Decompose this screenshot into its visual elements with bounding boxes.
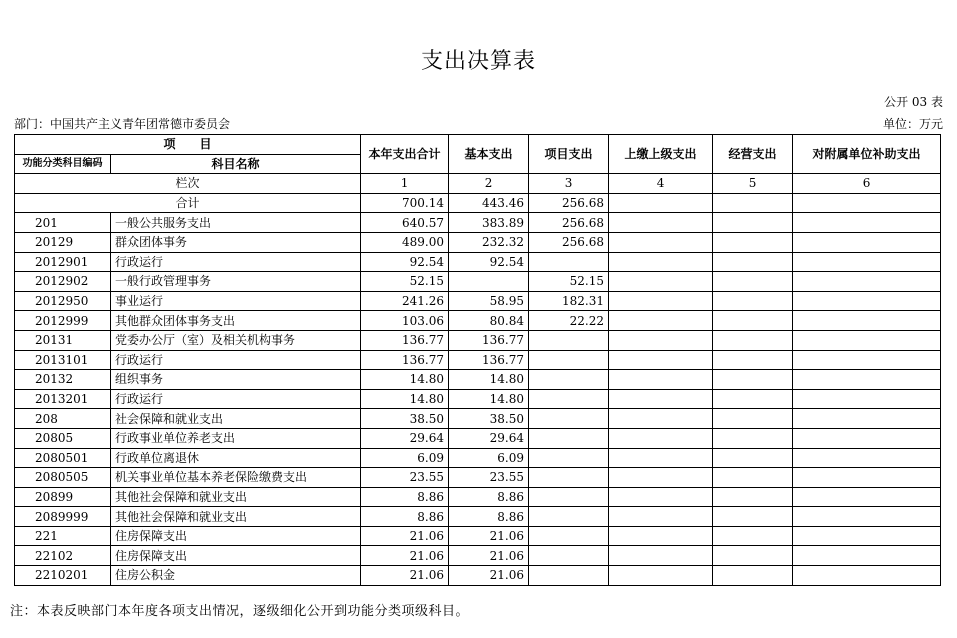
row-value: 383.89 — [449, 213, 529, 233]
row-value: 136.77 — [361, 350, 449, 370]
row-value — [609, 428, 713, 448]
total-value — [793, 193, 941, 213]
row-value: 29.64 — [449, 428, 529, 448]
row-code: 20129 — [15, 232, 111, 252]
row-value: 21.06 — [361, 566, 449, 586]
row-value — [609, 526, 713, 546]
row-value — [609, 507, 713, 527]
column-label: 栏次 — [15, 174, 361, 194]
row-value — [793, 566, 941, 586]
column-number: 4 — [609, 174, 713, 194]
row-value — [793, 232, 941, 252]
row-value — [793, 409, 941, 429]
row-name: 机关事业单位基本养老保险缴费支出 — [111, 468, 361, 488]
row-value: 21.06 — [449, 526, 529, 546]
row-value: 92.54 — [361, 252, 449, 272]
row-value — [609, 448, 713, 468]
table-row — [15, 252, 941, 272]
total-value — [713, 193, 793, 213]
row-value: 14.80 — [449, 389, 529, 409]
table-row — [15, 448, 941, 468]
row-value — [609, 291, 713, 311]
row-name: 一般行政管理事务 — [111, 272, 361, 292]
row-value — [793, 507, 941, 527]
row-value — [713, 428, 793, 448]
row-code: 201 — [15, 213, 111, 233]
row-value — [713, 389, 793, 409]
table-row — [15, 526, 941, 546]
page-title: 支出决算表 — [420, 49, 536, 74]
row-value: 256.68 — [529, 213, 609, 233]
row-value — [609, 272, 713, 292]
row-value — [529, 370, 609, 390]
row-code: 2012950 — [15, 291, 111, 311]
row-value: 14.80 — [361, 370, 449, 390]
total-value — [609, 193, 713, 213]
row-value — [793, 428, 941, 448]
row-value — [713, 252, 793, 272]
row-code: 2210201 — [15, 566, 111, 586]
row-value: 92.54 — [449, 252, 529, 272]
row-value — [609, 252, 713, 272]
total-value: 443.46 — [449, 193, 529, 213]
row-value — [713, 291, 793, 311]
row-value — [529, 330, 609, 350]
row-value — [713, 487, 793, 507]
row-value: 14.80 — [361, 389, 449, 409]
table-row — [15, 409, 941, 429]
row-value — [609, 487, 713, 507]
row-value: 8.86 — [449, 507, 529, 527]
header-total: 本年支出合计 — [361, 135, 449, 174]
row-value: 489.00 — [361, 232, 449, 252]
row-name: 其他社会保障和就业支出 — [111, 507, 361, 527]
row-value — [529, 526, 609, 546]
row-value: 8.86 — [361, 487, 449, 507]
table-row — [15, 330, 941, 350]
row-value — [713, 468, 793, 488]
row-value — [793, 448, 941, 468]
table-row — [15, 566, 941, 586]
row-value — [449, 272, 529, 292]
row-value: 38.50 — [449, 409, 529, 429]
header-project-exp: 项目支出 — [529, 135, 609, 174]
row-code: 2013101 — [15, 350, 111, 370]
total-label: 合计 — [15, 193, 361, 213]
row-value — [529, 546, 609, 566]
row-name: 住房保障支出 — [111, 546, 361, 566]
header-business: 经营支出 — [713, 135, 793, 174]
row-value — [713, 566, 793, 586]
row-name: 党委办公厅（室）及相关机构事务 — [111, 330, 361, 350]
row-value: 22.22 — [529, 311, 609, 331]
row-name: 社会保障和就业支出 — [111, 409, 361, 429]
header-subsidy: 对附属单位补助支出 — [793, 135, 941, 174]
row-value: 256.68 — [529, 232, 609, 252]
row-value: 21.06 — [449, 566, 529, 586]
row-value — [529, 389, 609, 409]
row-value: 52.15 — [529, 272, 609, 292]
total-row — [15, 193, 941, 213]
row-value: 21.06 — [361, 526, 449, 546]
table-row — [15, 370, 941, 390]
unit-label: 单位：万元 — [882, 117, 943, 131]
row-value: 241.26 — [361, 291, 449, 311]
row-value — [793, 468, 941, 488]
row-code: 221 — [15, 526, 111, 546]
total-value: 700.14 — [361, 193, 449, 213]
row-code: 20131 — [15, 330, 111, 350]
column-number: 5 — [713, 174, 793, 194]
row-name: 组织事务 — [111, 370, 361, 390]
row-name: 群众团体事务 — [111, 232, 361, 252]
form-number: 公开 03 表 — [884, 95, 943, 109]
column-number: 2 — [449, 174, 529, 194]
row-value: 6.09 — [361, 448, 449, 468]
row-value — [713, 350, 793, 370]
row-value: 8.86 — [449, 487, 529, 507]
row-value — [609, 389, 713, 409]
row-name: 行政运行 — [111, 389, 361, 409]
row-value — [713, 330, 793, 350]
row-value: 136.77 — [361, 330, 449, 350]
header-name: 科目名称 — [111, 154, 361, 174]
table-row — [15, 232, 941, 252]
row-code: 2089999 — [15, 507, 111, 527]
table-row — [15, 350, 941, 370]
row-value — [713, 546, 793, 566]
row-code: 2080501 — [15, 448, 111, 468]
row-value — [609, 232, 713, 252]
row-name: 住房保障支出 — [111, 526, 361, 546]
row-value — [609, 546, 713, 566]
row-value: 640.57 — [361, 213, 449, 233]
row-value — [793, 487, 941, 507]
table-row — [15, 428, 941, 448]
row-value — [713, 448, 793, 468]
header-row — [15, 135, 941, 155]
row-value — [793, 272, 941, 292]
column-number: 3 — [529, 174, 609, 194]
row-value: 38.50 — [361, 409, 449, 429]
row-value — [793, 546, 941, 566]
row-name: 事业运行 — [111, 291, 361, 311]
row-value — [609, 350, 713, 370]
row-code: 22102 — [15, 546, 111, 566]
row-value: 232.32 — [449, 232, 529, 252]
row-value — [793, 213, 941, 233]
row-value — [609, 213, 713, 233]
department-label: 部门：中国共产主义青年团常德市委员会 — [14, 117, 231, 131]
row-value — [609, 330, 713, 350]
row-value: 136.77 — [449, 330, 529, 350]
row-value — [529, 487, 609, 507]
row-value — [713, 272, 793, 292]
row-value: 52.15 — [361, 272, 449, 292]
row-name: 其他社会保障和就业支出 — [111, 487, 361, 507]
row-value — [713, 311, 793, 331]
row-value — [609, 370, 713, 390]
row-name: 行政事业单位养老支出 — [111, 428, 361, 448]
row-value — [529, 350, 609, 370]
row-code: 2013201 — [15, 389, 111, 409]
row-value: 23.55 — [449, 468, 529, 488]
table-row — [15, 389, 941, 409]
row-value — [529, 468, 609, 488]
row-value — [529, 507, 609, 527]
row-name: 一般公共服务支出 — [111, 213, 361, 233]
row-value — [713, 232, 793, 252]
row-value: 58.95 — [449, 291, 529, 311]
row-value — [793, 252, 941, 272]
row-value — [793, 526, 941, 546]
row-code: 2012999 — [15, 311, 111, 331]
row-value — [609, 566, 713, 586]
row-code: 20132 — [15, 370, 111, 390]
row-value — [529, 428, 609, 448]
row-value: 21.06 — [449, 546, 529, 566]
column-number: 6 — [793, 174, 941, 194]
row-value — [609, 468, 713, 488]
row-value — [793, 370, 941, 390]
table-row — [15, 507, 941, 527]
row-value — [793, 350, 941, 370]
row-value: 29.64 — [361, 428, 449, 448]
row-value — [529, 566, 609, 586]
row-value — [529, 409, 609, 429]
header-code: 功能分类科目编码 — [15, 154, 111, 174]
table-row — [15, 272, 941, 292]
row-value: 14.80 — [449, 370, 529, 390]
row-value — [713, 409, 793, 429]
table-row — [15, 487, 941, 507]
row-code: 20805 — [15, 428, 111, 448]
row-value: 8.86 — [361, 507, 449, 527]
row-value — [793, 330, 941, 350]
row-value — [713, 507, 793, 527]
header-basic: 基本支出 — [449, 135, 529, 174]
row-code: 2012901 — [15, 252, 111, 272]
row-value: 23.55 — [361, 468, 449, 488]
footnote: 注：本表反映部门本年度各项支出情况，逐级细化公开到功能分类项级科目。 — [10, 604, 470, 619]
row-name: 其他群众团体事务支出 — [111, 311, 361, 331]
row-value — [793, 389, 941, 409]
table-row — [15, 546, 941, 566]
table-row — [15, 468, 941, 488]
row-value — [713, 526, 793, 546]
row-value — [793, 311, 941, 331]
row-code: 208 — [15, 409, 111, 429]
table-row — [15, 291, 941, 311]
row-value: 21.06 — [361, 546, 449, 566]
row-name: 住房公积金 — [111, 566, 361, 586]
row-value: 136.77 — [449, 350, 529, 370]
header-project: 项 目 — [15, 135, 361, 155]
row-value: 103.06 — [361, 311, 449, 331]
row-code: 20899 — [15, 487, 111, 507]
row-value — [609, 311, 713, 331]
row-name: 行政运行 — [111, 252, 361, 272]
row-value — [529, 448, 609, 468]
column-number-row — [15, 174, 941, 194]
row-value: 6.09 — [449, 448, 529, 468]
expenditure-table — [14, 134, 941, 586]
row-value — [713, 213, 793, 233]
header-upper: 上缴上级支出 — [609, 135, 713, 174]
row-value: 80.84 — [449, 311, 529, 331]
column-number: 1 — [361, 174, 449, 194]
row-value — [713, 370, 793, 390]
row-value — [793, 291, 941, 311]
row-value — [529, 252, 609, 272]
table-row — [15, 213, 941, 233]
total-value: 256.68 — [529, 193, 609, 213]
row-value — [609, 409, 713, 429]
row-name: 行政运行 — [111, 350, 361, 370]
row-value: 182.31 — [529, 291, 609, 311]
row-code: 2012902 — [15, 272, 111, 292]
row-name: 行政单位离退休 — [111, 448, 361, 468]
table-row — [15, 311, 941, 331]
row-code: 2080505 — [15, 468, 111, 488]
